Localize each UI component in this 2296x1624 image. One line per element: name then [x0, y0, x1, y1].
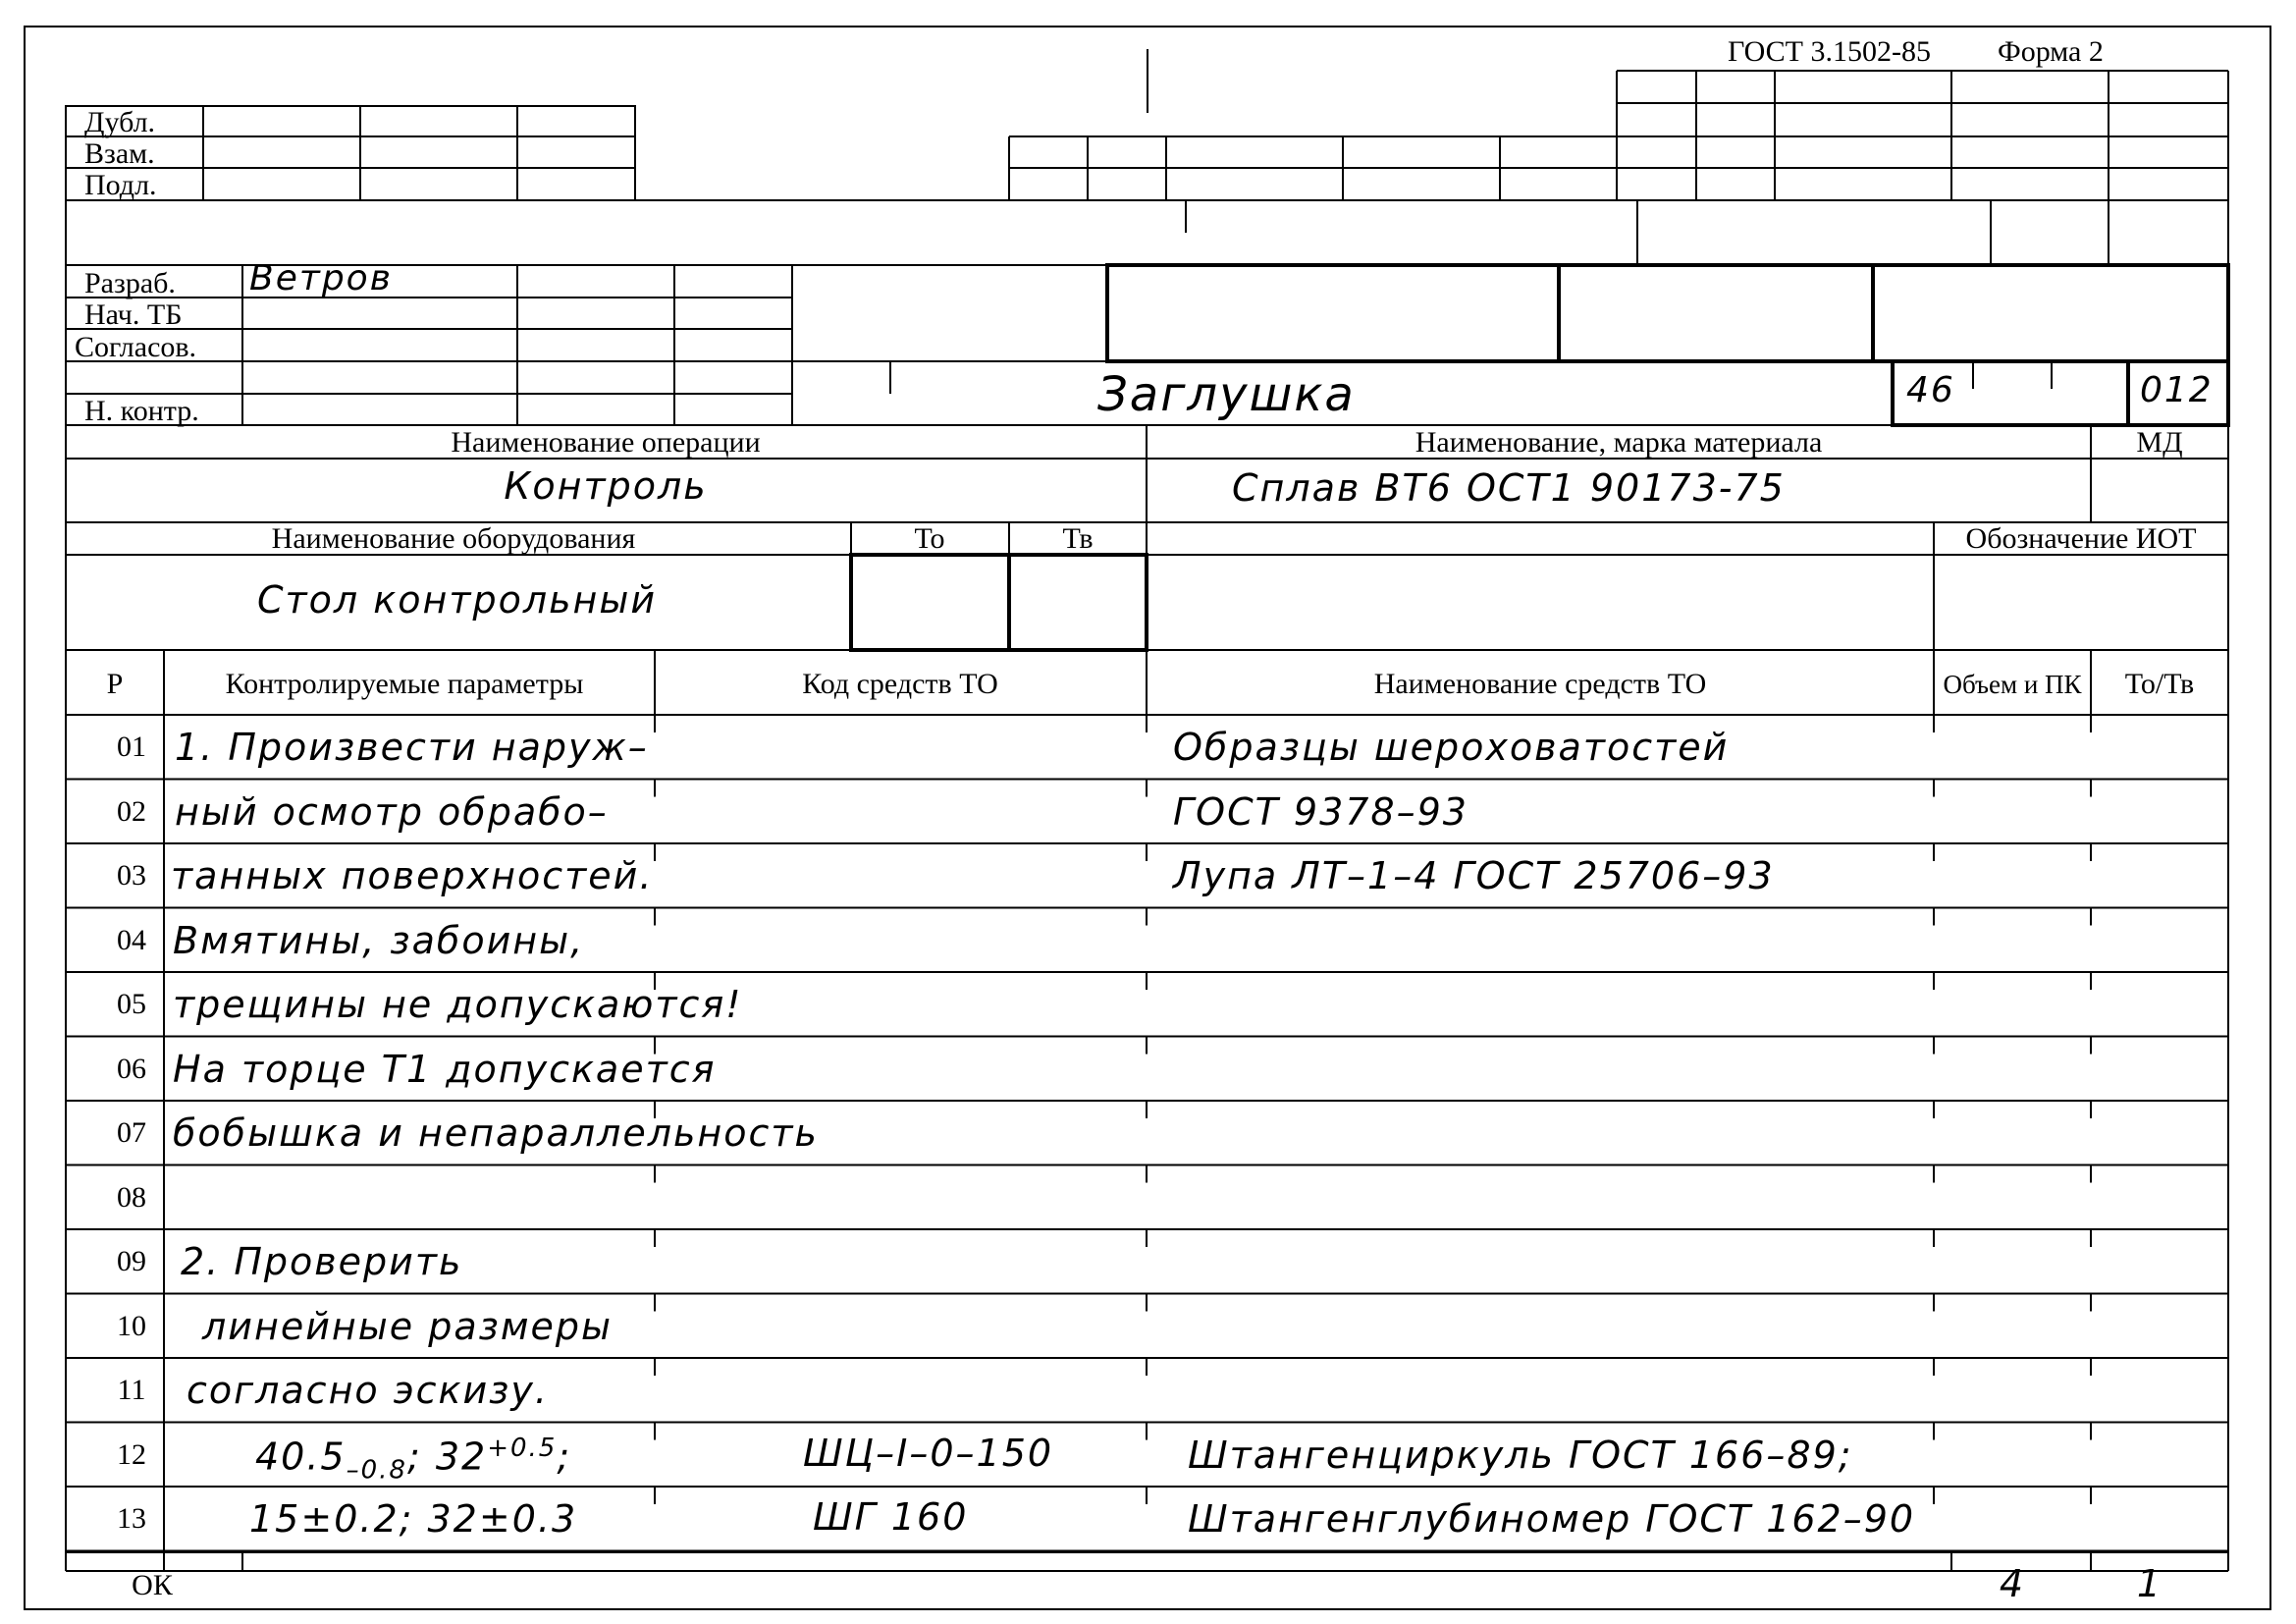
- row-tool-name: Штангенглубиномер ГОСТ 162–90: [1188, 1497, 1916, 1541]
- row-number: 10: [117, 1309, 146, 1342]
- dim-b-tolerance: +0.5: [487, 1434, 558, 1463]
- signature-label-norm-control: Н. контр.: [84, 395, 199, 427]
- row-parameter: 1. Произвести наруж–: [175, 726, 649, 769]
- row-number: 11: [117, 1374, 146, 1406]
- row-12-dimensions: [255, 1434, 572, 1486]
- footer-sheets: 4: [1999, 1562, 2026, 1605]
- part-code: 46: [1906, 370, 1955, 410]
- part-name: Заглушка: [1097, 367, 1356, 422]
- row-tool-name: ГОСТ 9378–93: [1173, 789, 1468, 834]
- row-parameter: танных поверхностей.: [171, 854, 654, 897]
- row-number: 02: [117, 794, 146, 828]
- dim-a-tolerance: –0.8: [346, 1455, 407, 1486]
- equipment-value: Стол контрольный: [257, 578, 658, 622]
- equipment-header: Наименование оборудования: [271, 522, 636, 555]
- row-parameter: Вмятины, забоины,: [173, 918, 585, 962]
- dim-b: ; 32: [406, 1435, 488, 1479]
- row-tool-code: ШГ 160: [813, 1495, 969, 1539]
- row-number: 04: [117, 923, 146, 956]
- md-header: МД: [2136, 426, 2183, 459]
- row-number: 03: [117, 859, 146, 892]
- signature-label-agreed: Согласов.: [75, 331, 197, 363]
- iot-header: Обозначение ИОТ: [1965, 522, 2197, 555]
- row-parameter: 15±0.2; 32±0.3: [249, 1497, 578, 1541]
- row-number: 07: [117, 1116, 146, 1149]
- signature-label-chief: Нач. ТБ: [84, 298, 183, 331]
- col-header-volume: Объем и ПК: [1943, 670, 2082, 699]
- row-parameter: линейные размеры: [202, 1304, 613, 1348]
- footer-sheet: 1: [2136, 1562, 2163, 1605]
- col-header-p: Р: [106, 668, 124, 700]
- row-tool-name: Штангенциркуль ГОСТ 166–89;: [1188, 1433, 1853, 1477]
- signature-label-developer: Разраб.: [84, 267, 176, 299]
- dim-a: 40.5: [255, 1435, 347, 1479]
- row-number: 05: [117, 988, 146, 1020]
- operation-header: Наименование операции: [451, 426, 761, 459]
- operation-value: Контроль: [504, 464, 708, 508]
- row-tool-name: Образцы шероховатостей: [1173, 726, 1730, 769]
- standard-label: ГОСТ 3.1502-85: [1728, 35, 1931, 68]
- row-number: 08: [117, 1180, 146, 1214]
- row-number: 13: [117, 1502, 146, 1535]
- revision-label-dubl: Дубл.: [84, 106, 156, 138]
- revision-label-vzam: Взам.: [84, 137, 155, 170]
- row-parameter: согласно эскизу.: [187, 1369, 549, 1412]
- row-parameter: 2. Проверить: [181, 1240, 463, 1283]
- row-number: 09: [117, 1245, 146, 1277]
- revision-label-podl: Подл.: [84, 169, 157, 201]
- col-header-tools: Наименование средств ТО: [1373, 668, 1707, 700]
- material-value: Сплав ВТ6 ОСТ1 90173-75: [1232, 466, 1786, 510]
- row-number: 01: [117, 731, 146, 763]
- row-parameter: На торце Т1 допускается: [173, 1047, 717, 1091]
- developer-name: Ветров: [249, 258, 393, 298]
- to-header: То: [914, 522, 945, 555]
- col-header-code: Код средств ТО: [802, 668, 998, 700]
- dim-end: ;: [557, 1435, 572, 1479]
- col-header-params: Контролируемые параметры: [225, 668, 584, 700]
- row-parameter: бобышка и непараллельность: [173, 1111, 819, 1155]
- row-tool-code: ШЦ–I–0–150: [803, 1431, 1054, 1475]
- row-parameter: трещины не допускаются!: [173, 983, 743, 1026]
- form-label: Форма 2: [1998, 35, 2104, 68]
- row-number: 12: [117, 1437, 146, 1471]
- row-tool-name: Лупа ЛТ–1–4 ГОСТ 25706–93: [1173, 854, 1775, 897]
- operation-code: 012: [2140, 370, 2214, 410]
- material-header: Наименование, марка материала: [1415, 426, 1823, 459]
- row-number: 06: [117, 1052, 146, 1085]
- row-parameter: ный осмотр обрабо–: [175, 789, 609, 834]
- col-header-totv: То/Тв: [2124, 668, 2195, 700]
- tv-header: Тв: [1062, 522, 1094, 555]
- footer-ok-label: ОК: [132, 1569, 173, 1601]
